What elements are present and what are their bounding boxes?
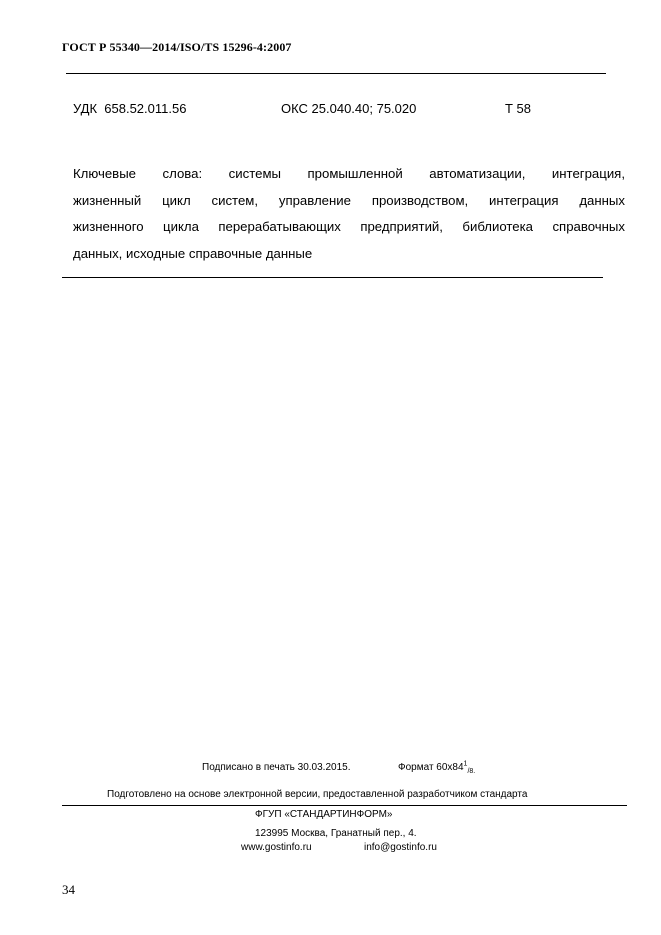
keywords-line: данных, исходные справочные данные bbox=[73, 245, 313, 261]
keywords-line: жизненного цикла перерабатывающих предприятий, библиотека справочных bbox=[73, 219, 625, 234]
signed-date: Подписано в печать 30.03.2015. bbox=[202, 762, 351, 773]
format-numerator: 1 bbox=[463, 760, 468, 768]
imprint-divider bbox=[62, 805, 627, 806]
t-code: Т 58 bbox=[505, 101, 532, 116]
format-denominator: /8. bbox=[467, 768, 476, 775]
publisher-address: 123995 Москва, Гранатный пер., 4. bbox=[255, 828, 417, 839]
page-number: 34 bbox=[62, 882, 75, 897]
paper-format bbox=[398, 762, 475, 773]
keywords-line: жизненный цикл систем, управление производством, интеграция данных bbox=[73, 192, 625, 208]
website-link[interactable]: www.gostinfo.ru bbox=[241, 842, 312, 853]
prepared-note: Подготовлено на основе электронной версии, предоставленной разработчиком стандарта bbox=[107, 789, 528, 800]
keywords-line: Ключевые слова: системы промышленной автоматизации, интеграция, bbox=[73, 166, 625, 181]
standard-title: ГОСТ Р 55340—2014/ISO/TS 15296-4:2007 bbox=[62, 40, 292, 54]
keywords-divider bbox=[62, 277, 603, 278]
udk-code: УДК 658.52.011.56 bbox=[73, 101, 187, 116]
email-link[interactable]: info@gostinfo.ru bbox=[364, 842, 437, 853]
keywords-block bbox=[73, 161, 625, 267]
format-text: Формат 60x84 bbox=[398, 762, 464, 773]
publisher-name: ФГУП «СТАНДАРТИНФОРМ» bbox=[255, 809, 393, 820]
header-divider bbox=[66, 73, 606, 74]
oks-code: ОКС 25.040.40; 75.020 bbox=[281, 101, 417, 116]
